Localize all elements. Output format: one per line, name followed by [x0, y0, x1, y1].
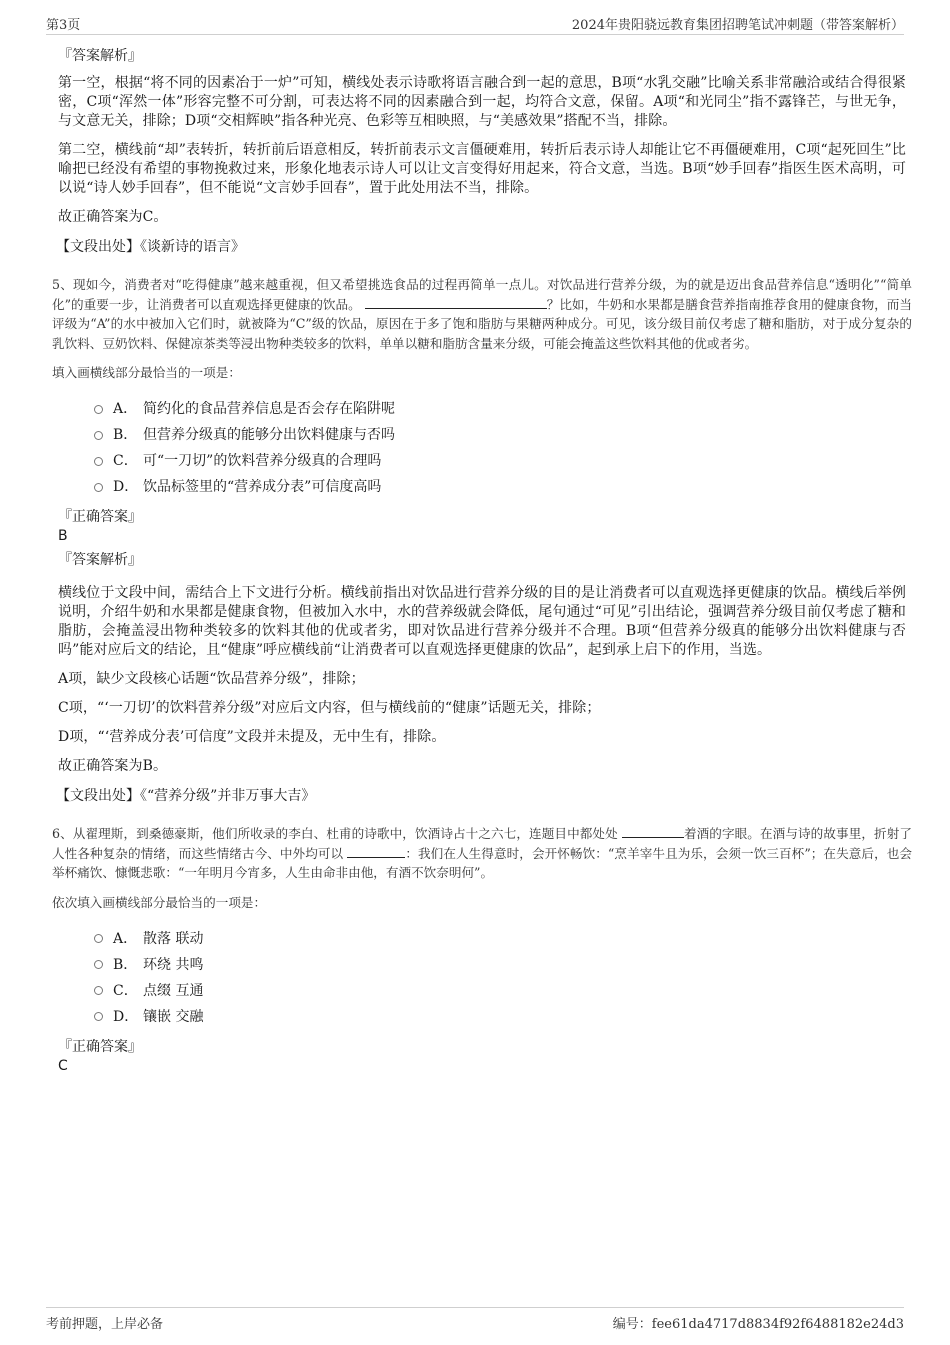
q6-stem-part-1: 6、从翟理斯，到桑德豪斯，他们所收录的李白、杜甫的诗歌中，饮酒诗占十之六七，连题目中都处处 — [52, 826, 618, 841]
q6-instruction: 依次填入画横线部分最恰当的一项是： — [52, 894, 267, 910]
option-letter: A． — [113, 401, 138, 417]
page-footer — [46, 1307, 904, 1330]
q5-analysis-para-3: C项，“‘一刀切’的饮料营养分级”对应后文内容，但与横线前的“健康”话题无关，排除； — [58, 700, 601, 716]
q5-stem-part-2: ？比如，牛奶和水果都是膳食营养指南推荐食用的健康食物，而当评级为“A”的水中被加入它们时，就被降为“C”级的饮品，原因在于多了饱和脂肪与果糖两种成分。可见，该分级目前仅考虑了糖和脂肪，对于成分复杂的乳饮料、豆奶饮料、保健凉茶类等浸出物种类较多的饮料，单单以糖和脂肪含量来分级，可能会掩盖这些饮料其他的优或者劣。 — [52, 296, 912, 351]
q4-source: 【文段出处】《谈新诗的语言》 — [56, 239, 245, 255]
option-letter: C． — [113, 982, 138, 999]
radio-icon[interactable] — [94, 986, 103, 995]
option-text: 可“一刀切”的饮料营养分级真的合理吗 — [143, 453, 382, 469]
footer-code: 编号：fee61da4717d8834f92f6488182e24d3 — [612, 1317, 904, 1332]
radio-icon[interactable] — [94, 457, 103, 466]
q5-analysis-para-2: A项，缺少文段核心话题“饮品营养分级”，排除； — [58, 671, 365, 687]
option-text: 散落 联动 — [143, 930, 204, 947]
option-letter: C． — [113, 453, 138, 469]
q5-option-a[interactable] — [94, 396, 906, 422]
q6-stem-part-3: ：我们在人生得意时，会开怀畅饮：“烹羊宰牛且为乐，会须一饮三百杯”；在失意后，也会举杯痛饮、慷慨悲歌：“一年明月今宵多，人生由命非由他，有酒不饮奈明何”。 — [52, 845, 912, 880]
option-letter: B． — [113, 956, 138, 973]
q6-option-a[interactable] — [94, 926, 906, 952]
footer-slogan: 考前押题，上岸必备 — [46, 1317, 164, 1332]
q5-analysis-label: 『答案解析』 — [58, 552, 142, 568]
q6-option-c[interactable] — [94, 978, 906, 1004]
q5-instruction: 填入画横线部分最恰当的一项是： — [52, 365, 241, 380]
q6-answer: C — [58, 1057, 68, 1074]
radio-icon[interactable] — [94, 483, 103, 492]
q5-source: 【文段出处】《“营养分级”并非万事大吉》 — [56, 788, 316, 804]
q5-answer: B — [58, 528, 68, 544]
q5-option-d[interactable] — [94, 474, 906, 500]
q5-stem-part-1: 5、现如今，消费者对“吃得健康”越来越重视，但又希望挑选食品的过程再简单一点儿。对饮品进行营养分级，为的就是迈出食品营养信息“透明化”“简单化”的重要一步，让消费者可以直观选择更健康的饮品。 — [52, 277, 912, 312]
q5-analysis-para-1: 横线位于文段中间，需结合上下文进行分析。横线前指出对饮品进行营养分级的目的是让消费者可以直观选择更健康的饮品。横线后举例说明，介绍牛奶和水果都是健康食物，但被加入水中，水的营养级就会降低，尾句通过“可见”引出结论，强调营养分级目前仅考虑了糖和脂肪，会掩盖浸出物种类较多的饮料其他的优或者劣，即对饮品进行营养分级并不合理。B项“但营养分级真的能够分出饮料健康与否吗”能对应后文的结论，且“健康”呼应横线前“让消费者可以直观选择更健康的饮品”，起到承上启下的作用，当选。 — [58, 585, 906, 658]
q6-stem-part-2: 着酒的字眼。在酒与诗的故事里，折射了人性各种复杂的情绪，而这些情绪古今、中外均可以 — [52, 826, 912, 861]
q4-analysis-para-1: 第一空，根据“将不同的因素冶于一炉”可知，横线处表示诗歌将语言融合到一起的意思，B项“水乳交融”比喻关系非常融洽或结合得很紧密，C项“浑然一体”形容完整不可分割，可表达将不同的因素融合到一起，均符合文意，保留。A项“和光同尘”指不露锋芒，与世无争，与文意无关，排除；D项“交相辉映”指各种光亮、色彩等互相映照，与“美感效果”搭配不当，排除。 — [58, 75, 906, 129]
page-header — [46, 12, 904, 35]
q4-analysis-label: 『答案解析』 — [58, 48, 142, 64]
option-text: 简约化的食品营养信息是否会存在陷阱呢 — [143, 401, 395, 417]
option-letter: D． — [113, 1008, 139, 1025]
q6-stem — [52, 824, 912, 883]
option-letter: A． — [113, 930, 138, 947]
radio-icon[interactable] — [94, 934, 103, 943]
q5-option-b[interactable] — [94, 422, 906, 448]
page-number: 第3页 — [46, 18, 81, 33]
document-title: 2024年贵阳骁远教育集团招聘笔试冲刺题（带答案解析） — [571, 18, 904, 33]
option-text: 点缀 互通 — [143, 982, 204, 999]
q5-stem — [52, 275, 912, 353]
q5-blank — [365, 296, 547, 309]
q5-answer-label: 『正确答案』 — [58, 509, 142, 525]
q6-answer-label: 『正确答案』 — [58, 1038, 142, 1055]
radio-icon[interactable] — [94, 405, 103, 414]
option-text: 镶嵌 交融 — [143, 1008, 204, 1025]
option-text: 但营养分级真的能够分出饮料健康与否吗 — [143, 427, 395, 443]
q6-option-d[interactable] — [94, 1004, 906, 1030]
q6-options — [94, 926, 906, 1030]
radio-icon[interactable] — [94, 1012, 103, 1021]
q5-conclusion: 故正确答案为B。 — [58, 758, 168, 774]
q4-conclusion: 故正确答案为C。 — [58, 209, 168, 225]
q6-blank-1 — [622, 825, 684, 838]
q5-options — [94, 396, 906, 500]
page-content — [52, 42, 912, 1076]
option-text: 环绕 共鸣 — [143, 956, 204, 973]
q6-option-b[interactable] — [94, 952, 906, 978]
q5-analysis-para-4: D项，“‘营养成分表’可信度”文段并未提及，无中生有，排除。 — [58, 729, 446, 745]
option-text: 饮品标签里的“营养成分表”可信度高吗 — [143, 479, 382, 495]
radio-icon[interactable] — [94, 431, 103, 440]
radio-icon[interactable] — [94, 960, 103, 969]
q5-option-c[interactable] — [94, 448, 906, 474]
q6-blank-2 — [347, 845, 405, 858]
option-letter: D． — [113, 479, 139, 495]
option-letter: B． — [113, 427, 138, 443]
q4-analysis-para-2: 第二空，横线前“却”表转折，转折前后语意相反，转折前表示文言僵硬难用，转折后表示诗人却能让它不再僵硬难用，C项“起死回生”比喻把已经没有希望的事物挽救过来，形象化地表示诗人可以让文言变得好用起来，符合文意，当选。B项“妙手回春”指医生医术高明，可以说“诗人妙手回春”，但不能说“文言妙手回春”，置于此处用法不当，排除。 — [58, 142, 906, 196]
